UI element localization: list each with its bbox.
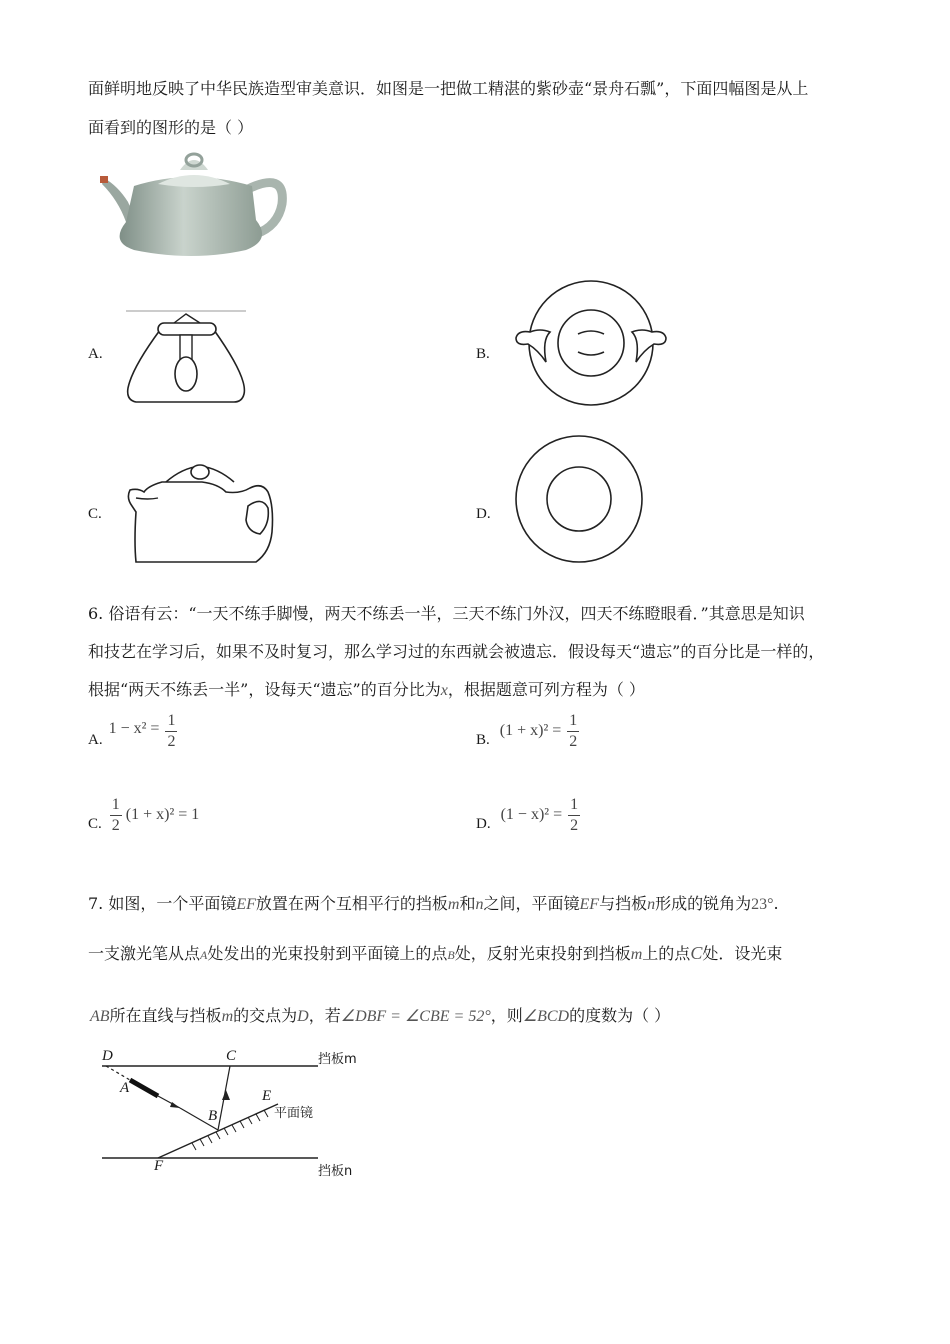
q6-text-line3 <box>88 677 645 700</box>
q7-l1-c: 和 <box>459 894 476 913</box>
q7-text-line3 <box>90 1003 670 1026</box>
q5-option-c-label: C. <box>88 506 102 522</box>
q5-option-c-figure <box>122 462 278 568</box>
label-board-m: 挡板m <box>318 1052 357 1067</box>
q6-option-b <box>476 712 579 751</box>
q6-line3-b: ，根据题意可列方程为（ ） <box>447 680 645 699</box>
q6-option-a-label: A. <box>88 732 103 748</box>
q6-option-d-denominator: 2 <box>570 817 579 834</box>
arrowhead-bc <box>222 1090 230 1100</box>
dashed-line-da <box>106 1066 130 1080</box>
label-d: D <box>102 1048 113 1064</box>
q6-option-b-label: B. <box>476 732 490 748</box>
q7-l1-e: 与挡板 <box>599 894 648 913</box>
label-mirror: 平面镜 <box>274 1106 314 1121</box>
q7-l1-angle: 23° <box>751 896 774 913</box>
q6-option-d-numerator: 1 <box>570 796 579 813</box>
q7-l1-a: 7. 如图，一个平面镜 <box>88 894 237 913</box>
q7-l3-c: ，若 <box>308 1006 341 1025</box>
label-board-n: 挡板n <box>318 1164 353 1179</box>
q6-option-b-numerator: 1 <box>569 712 578 729</box>
q7-l3-equation: ∠DBF = ∠CBE = 52° <box>340 1008 491 1025</box>
fraction-bar <box>110 815 122 816</box>
q7-l3-e: 的度数为（ ） <box>569 1006 671 1025</box>
teapot-photo <box>96 150 292 264</box>
q7-l3-angle: ∠BCD <box>522 1008 570 1025</box>
q5-option-a-label: A. <box>88 346 103 362</box>
q7-l1-m: m <box>447 896 460 913</box>
q7-l1-d: 之间，平面镜 <box>483 894 580 913</box>
fraction-bar <box>568 815 580 816</box>
q6-option-b-fraction <box>567 712 579 751</box>
q7-l1-ef: EF <box>236 896 256 913</box>
q7-l1-ef2: EF <box>579 896 600 913</box>
q7-l2-point-a: A <box>200 948 208 962</box>
label-e: E <box>262 1088 272 1104</box>
mirror-ef <box>158 1104 278 1158</box>
laser-pen <box>130 1080 158 1096</box>
q7-l1-f: 形成的锐角为 <box>655 894 752 913</box>
q7-l2-d: 上的点 <box>642 944 691 963</box>
q6-option-c-label: C. <box>88 816 102 832</box>
q7-l2-b: 处发出的光束投射到平面镜上的点 <box>207 944 448 963</box>
q6-option-c-numerator: 1 <box>111 796 120 813</box>
q6-option-d-lhs: (1 − x)² = <box>500 806 563 823</box>
q6-option-a-fraction <box>165 712 177 751</box>
q7-l2-c: 处，反射光束投射到挡板 <box>454 944 631 963</box>
q7-l3-a: 所在直线与挡板 <box>109 1006 222 1025</box>
q7-l3-b: 的交点为 <box>233 1006 298 1025</box>
label-f: F <box>154 1158 164 1174</box>
q6-option-a-denominator: 2 <box>167 733 176 750</box>
q6-variable-x: x <box>440 682 448 699</box>
q6-option-b-denominator: 2 <box>569 733 578 750</box>
q7-figure <box>96 1044 376 1180</box>
q6-line3-a: 根据“两天不练丢一半”，设每天“遗忘”的百分比为 <box>88 680 441 699</box>
q7-l2-e: 处．设光束 <box>702 944 783 963</box>
q6-option-c <box>88 796 199 835</box>
label-b: B <box>208 1108 218 1124</box>
q7-text-line1 <box>88 891 779 914</box>
q7-l1-end: . <box>773 894 779 913</box>
q6-option-c-fraction <box>110 796 122 835</box>
q7-l2-m: m <box>630 946 643 963</box>
q6-option-a-numerator: 1 <box>167 712 176 729</box>
q6-option-a-lhs: 1 − x² = <box>108 720 160 737</box>
q7-l3-d-point: D <box>297 1008 309 1025</box>
q6-option-c-denominator: 2 <box>111 817 120 834</box>
q6-option-d <box>476 796 580 835</box>
q5-text-line2: 面看到的图形的是（ ） <box>88 118 254 137</box>
q7-l1-n: n <box>475 896 484 913</box>
q7-l1-b: 放置在两个互相平行的挡板 <box>255 894 448 913</box>
q6-option-a <box>88 712 177 751</box>
fraction-bar <box>165 731 177 732</box>
q7-l1-n2: n <box>647 896 656 913</box>
q5-option-b-label: B. <box>476 346 490 362</box>
fraction-bar <box>567 731 579 732</box>
q5-option-d-label: D. <box>476 506 491 522</box>
q6-option-c-rhs: (1 + x)² = 1 <box>125 806 200 823</box>
q6-option-d-fraction <box>568 796 580 835</box>
q7-l2-a: 一支激光笔从点 <box>88 944 201 963</box>
label-c: C <box>226 1048 237 1064</box>
q6-text-line2: 和技艺在学习后，如果不及时复习，那么学习过的东西就会被遗忘．假设每天“遗忘”的百分比是一样的， <box>88 642 825 661</box>
q7-l3-d: ，则 <box>490 1006 523 1025</box>
q7-l2-point-c: C <box>690 943 703 963</box>
q5-option-d-figure <box>512 432 646 566</box>
q5-option-b-figure <box>512 278 670 408</box>
q7-l3-ab: AB <box>90 1008 110 1025</box>
mirror-hatching <box>192 1110 268 1150</box>
q5-text-line1: 面鲜明地反映了中华民族造型审美意识．如图是一把做工精湛的紫砂壶“景舟石瓢”，下面四幅图是从上 <box>88 79 809 98</box>
q6-option-b-lhs: (1 + x)² = <box>499 722 562 739</box>
label-a: A <box>120 1080 130 1096</box>
q5-option-a-figure <box>124 308 248 406</box>
q7-text-line2 <box>88 941 782 964</box>
q6-text-line1: 6. 俗语有云：“一天不练手脚慢，两天不练丢一半，三天不练门外汉，四天不练瞪眼看．”其意思是知识 <box>88 604 805 623</box>
q6-option-d-label: D. <box>476 816 491 832</box>
q7-l3-m: m <box>221 1008 234 1025</box>
q7-l2-point-b: B <box>447 948 455 962</box>
